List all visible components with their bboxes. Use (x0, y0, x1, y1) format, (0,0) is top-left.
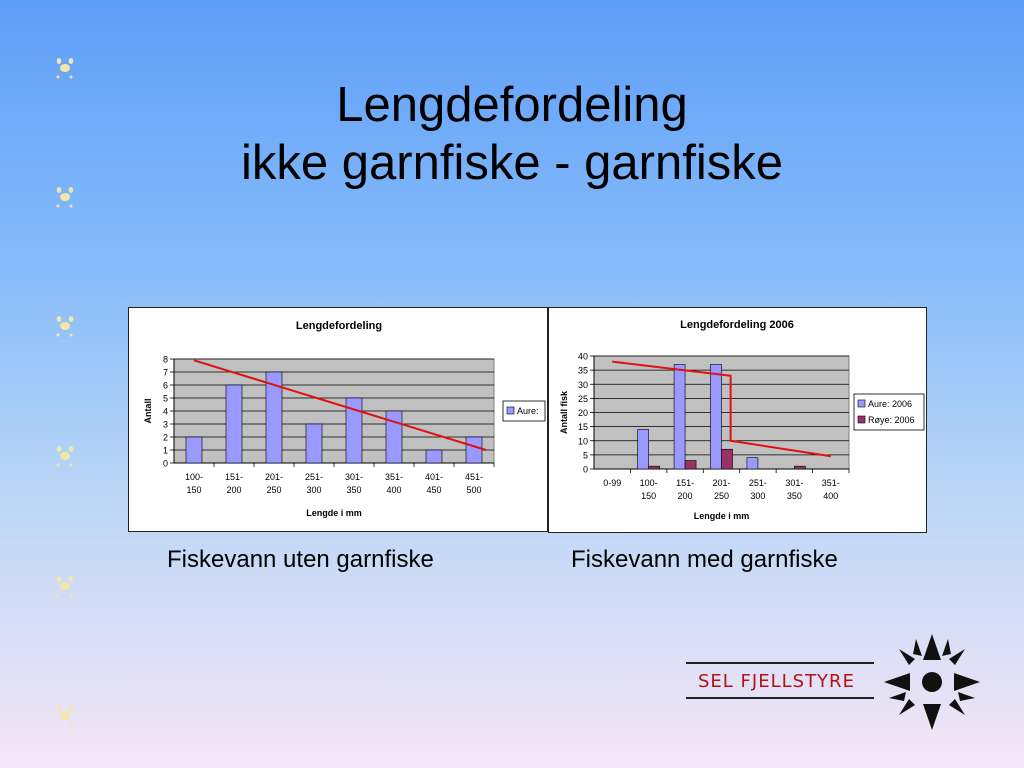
bar (649, 466, 660, 469)
caption-right: Fiskevann med garnfiske (571, 546, 838, 573)
y-tick-label: 35 (577, 365, 588, 376)
bar (794, 466, 805, 469)
x-tick-label: 100- (639, 478, 658, 488)
bar (466, 437, 482, 463)
x-tick-label: 401- (424, 472, 444, 482)
bar (722, 449, 733, 469)
x-tick-label: 100- (184, 472, 204, 482)
x-tick-label: 450 (426, 485, 442, 495)
y-tick-label: 15 (577, 422, 588, 433)
x-tick-label: 0-99 (603, 478, 622, 488)
paw-print-icon (50, 310, 80, 340)
bar (386, 411, 402, 463)
x-tick-label: 151- (224, 472, 244, 482)
x-tick-label: 150 (641, 491, 657, 501)
chart-title: Lengdefordeling (295, 320, 383, 332)
y-tick-label: 1 (162, 445, 168, 456)
x-tick-label: 301- (344, 472, 364, 482)
x-tick-label: 300 (750, 491, 766, 501)
chart-left-svg (129, 308, 547, 531)
x-tick-label: 150 (186, 485, 202, 495)
y-tick-label: 25 (577, 393, 588, 404)
y-tick-label: 20 (577, 408, 588, 418)
legend-label: Røye: 2006 (868, 415, 915, 425)
x-axis-label: Lengde i mm (306, 508, 362, 518)
slide-title (0, 76, 1024, 192)
x-tick-label: 200 (226, 485, 242, 495)
chart-left (128, 307, 548, 532)
x-tick-label: 350 (786, 491, 802, 501)
paw-print-icon (50, 440, 80, 470)
chart-right-svg (549, 308, 926, 532)
legend-swatch (858, 400, 865, 407)
y-tick-label: 30 (577, 379, 588, 390)
x-tick-label: 300 (306, 485, 322, 495)
paw-print-icon (50, 52, 80, 82)
x-tick-label: 351- (821, 478, 840, 488)
bar (426, 450, 442, 463)
x-tick-label: 400 (386, 485, 402, 495)
y-tick-label: 5 (582, 450, 588, 461)
legend-swatch (507, 407, 514, 414)
x-tick-label: 350 (346, 485, 362, 495)
x-tick-label: 201- (712, 478, 731, 488)
y-tick-label: 7 (162, 367, 168, 378)
y-tick-label: 6 (162, 380, 168, 391)
paw-print-icon (50, 700, 80, 730)
bar (674, 364, 685, 469)
x-tick-label: 251- (304, 472, 324, 482)
logo-rule-top (686, 662, 874, 664)
y-tick-label: 2 (162, 432, 168, 443)
y-axis-label: Antall fisk (559, 390, 569, 435)
logo-text: SEL FJELLSTYRE (698, 671, 855, 692)
y-tick-label: 8 (162, 354, 168, 365)
x-tick-label: 500 (466, 485, 482, 495)
y-tick-label: 3 (162, 419, 168, 430)
paw-print-icon (50, 181, 80, 211)
y-tick-label: 0 (162, 458, 168, 469)
x-tick-label: 301- (785, 478, 804, 488)
x-tick-label: 400 (823, 491, 839, 501)
bar (306, 424, 322, 463)
x-tick-label: 250 (266, 485, 282, 495)
bar (186, 437, 202, 463)
y-tick-label: 40 (577, 351, 588, 362)
bar (226, 385, 242, 463)
caption-left: Fiskevann uten garnfiske (167, 546, 434, 573)
logo-rule-bottom (686, 697, 874, 699)
compass-logo-icon (882, 632, 982, 732)
y-tick-label: 4 (162, 406, 168, 417)
x-tick-label: 251- (748, 478, 767, 488)
y-tick-label: 10 (577, 436, 588, 447)
y-tick-label: 0 (582, 464, 588, 475)
x-tick-label: 250 (713, 491, 730, 501)
chart-right (548, 307, 927, 533)
x-tick-label: 151- (676, 478, 695, 488)
y-tick-label: 5 (162, 393, 168, 404)
bar (685, 461, 696, 469)
bar (711, 364, 722, 469)
legend-label: Aure: (517, 406, 539, 416)
x-tick-label: 451- (464, 472, 484, 482)
x-tick-label: 201- (264, 472, 284, 482)
x-axis-label: Lengde i mm (693, 511, 750, 521)
y-axis-label: Antall (143, 398, 153, 424)
bar (747, 458, 758, 469)
x-tick-label: 351- (384, 472, 404, 482)
x-tick-label: 200 (677, 491, 693, 501)
bar (638, 429, 649, 469)
legend-swatch (858, 416, 865, 423)
title-line-1: Lengdefordeling (336, 78, 688, 132)
title-line-2: ikke garnfiske - garnfiske (241, 136, 783, 190)
paw-print-icon (50, 570, 80, 600)
legend-label: Aure: 2006 (868, 399, 913, 409)
chart-title: Lengdefordeling 2006 (680, 319, 794, 331)
